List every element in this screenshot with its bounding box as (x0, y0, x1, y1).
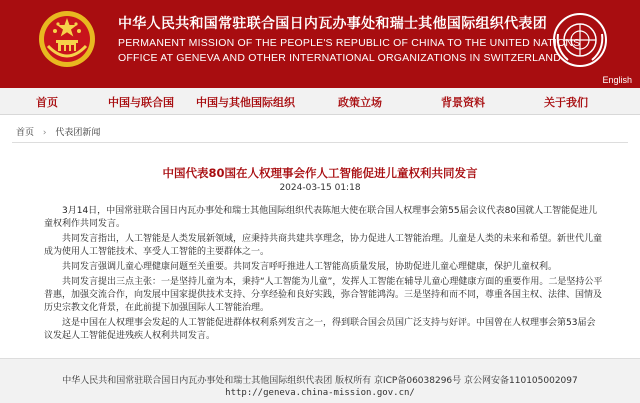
site-header (0, 0, 640, 88)
article-date: 2024-03-15 01:18 (279, 183, 361, 193)
content-divider (12, 142, 628, 143)
footer-copyright: 中华人民共和国常驻联合国日内瓦办事处和瑞士其他国际组织代表团 版权所有 京ICP备06038296号 京公网安备110105002097 (62, 376, 578, 386)
breadcrumb-home[interactable]: 首页 (16, 128, 35, 138)
article-body (44, 205, 604, 345)
article-paragraph: 共同发言提出三点主张：一是坚持儿童为本，秉持“人工智能为儿童”，发挥人工智能在辅导儿童心理健康方面的重要作用。二是坚持公平普惠，加强交流合作，向发展中国家提供技术支持、分享经验和良好实践，弥合智能鸿沟。三是坚持和而不同，尊重各国主权、法律、国情及历史宗教文化背景，在此前提下加强国际人工智能治理。 (44, 277, 603, 313)
article-paragraph: 3月14日，中国常驻联合国日内瓦办事处和瑞士其他国际组织代表陈旭大使在联合国人权理事会第55届会议代表80国就人工智能促进儿童权利作共同发言。 (44, 206, 598, 229)
nav-item-policy[interactable]: 政策立场 (338, 96, 382, 109)
footer-url[interactable]: http://geneva.china-mission.gov.cn/ (225, 388, 415, 398)
article-paragraph: 共同发言强调儿童心理健康问题至关重要。共同发言呼吁推进人工智能高质量发展，协助促进儿童心理健康，保护儿童权利。 (62, 262, 558, 272)
article-title: 中国代表80国在人权理事会作人工智能促进儿童权利共同发言 (162, 166, 478, 180)
site-title-en-line2: OFFICE AT GENEVA AND OTHER INTERNATIONAL ORGANIZATIONS IN SWITZERLAND (118, 52, 561, 64)
nav-item-home[interactable]: 首页 (36, 96, 58, 109)
breadcrumb-separator: › (42, 128, 47, 138)
site-title-en-line1: PERMANENT MISSION OF THE PEOPLE'S REPUBLIC OF CHINA TO THE UNITED NATIONS (118, 37, 581, 49)
un-emblem-icon (552, 12, 608, 68)
nav-item-china-and-other-orgs[interactable]: 中国与其他国际组织 (196, 96, 295, 109)
nav-item-background[interactable]: 背景资料 (441, 96, 485, 109)
site-title-cn: 中华人民共和国常驻联合国日内瓦办事处和瑞士其他国际组织代表团 (118, 16, 547, 32)
nav-item-china-and-un[interactable]: 中国与联合国 (108, 96, 174, 109)
breadcrumb (16, 125, 100, 138)
article-paragraph: 共同发言指出，人工智能是人类发展新领域，应秉持共商共建共享理念，协力促进人工智能治理。儿童是人类的未来和希望。新世代儿童成为使用人工智能技术、享受人工智能的主要群体之一。 (44, 234, 603, 257)
article-paragraph: 这是中国在人权理事会发起的人工智能促进群体权利系列发言之一，得到联合国会员国广泛支持与好评。中国曾在人权理事会第53届会议发起人工智能促进残疾人权利共同发言。 (44, 318, 596, 341)
main-nav (0, 88, 640, 115)
chinese-national-emblem-icon (38, 10, 96, 68)
english-language-link[interactable]: English (602, 75, 632, 85)
breadcrumb-mission-news[interactable]: 代表团新闻 (55, 128, 101, 138)
site-footer (0, 358, 640, 403)
nav-item-about-us[interactable]: 关于我们 (544, 96, 588, 109)
